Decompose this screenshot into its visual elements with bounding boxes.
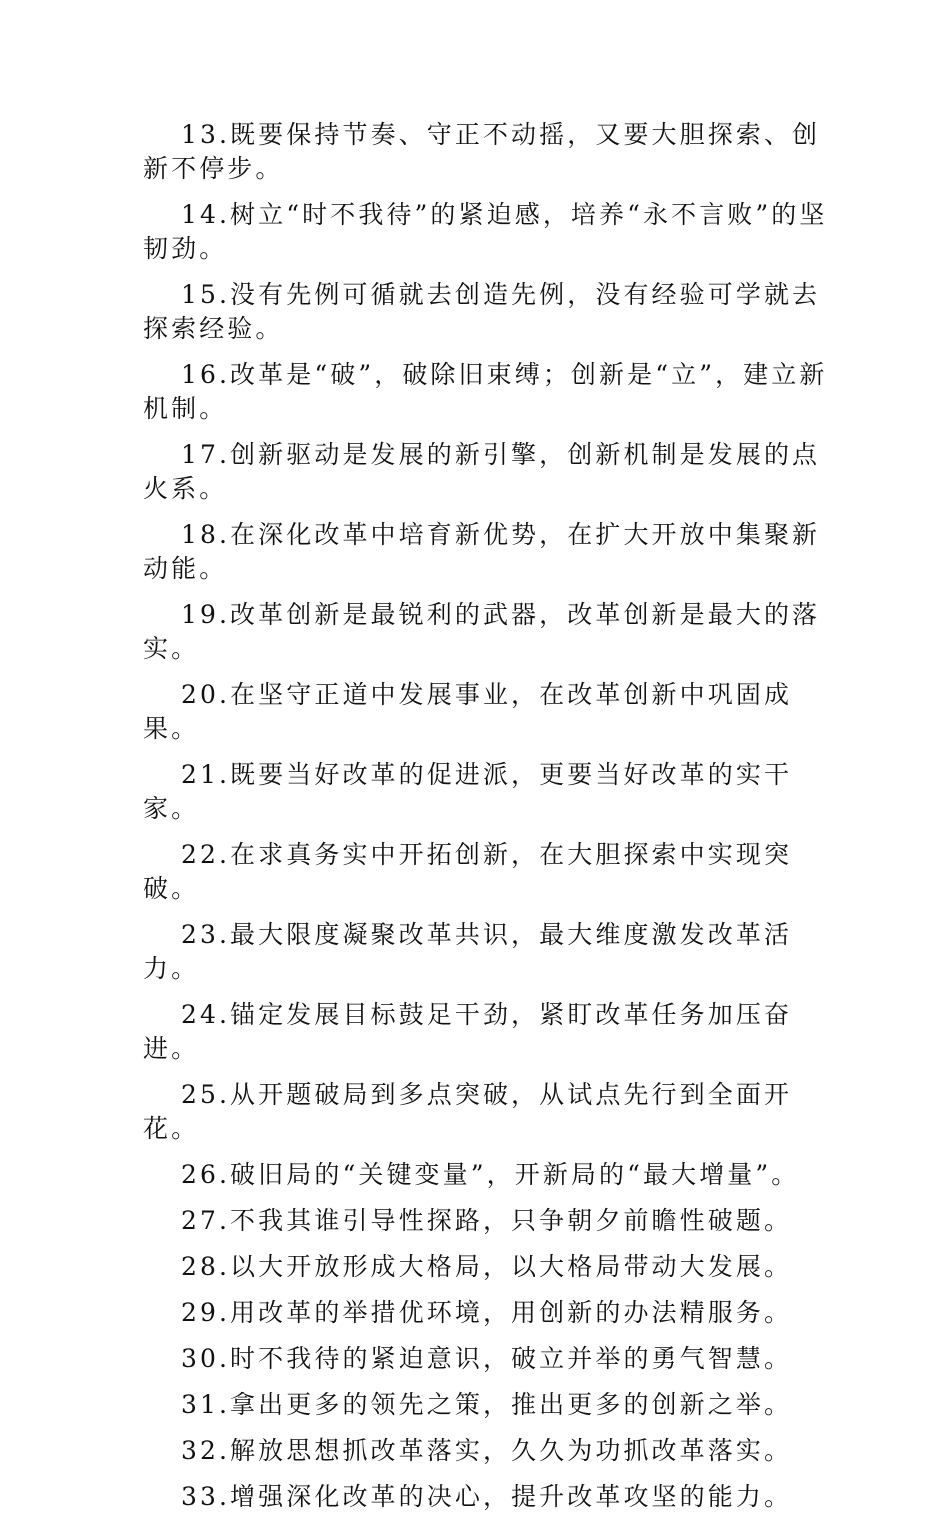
list-item: 23.最大限度凝聚改革共识，最大维度激发改革活力。 (143, 920, 793, 983)
list-item: 21.既要当好改革的促进派，更要当好改革的实干家。 (143, 760, 793, 823)
list-item: 24.锚定发展目标鼓足干劲，紧盯改革任务加压奋进。 (143, 1000, 793, 1063)
list-item: 19.改革创新是最锐利的武器，改革创新是最大的落实。 (143, 600, 821, 663)
list-item: 29.用改革的举措优环境，用创新的办法精服务。 (181, 1298, 793, 1327)
list-item: 15.没有先例可循就去创造先例，没有经验可学就去探索经验。 (143, 280, 821, 343)
list-item: 26.破旧局的“关键变量”，开新局的“最大增量”。 (181, 1160, 800, 1189)
list-item: 14.树立“时不我待”的紧迫感，培养“永不言败”的坚韧劲。 (143, 200, 828, 263)
list-item: 31.拿出更多的领先之策，推出更多的创新之举。 (181, 1390, 793, 1419)
list-item: 16.改革是“破”，破除旧束缚；创新是“立”，建立新机制。 (143, 360, 828, 423)
document-body (143, 118, 845, 1526)
list-item: 32.解放思想抓改革落实，久久为功抓改革落实。 (181, 1436, 793, 1465)
list-item: 27.不我其谁引导性探路，只争朝夕前瞻性破题。 (181, 1206, 793, 1235)
list-item: 28.以大开放形成大格局，以大格局带动大发展。 (181, 1252, 793, 1281)
list-item: 22.在求真务实中开拓创新，在大胆探索中实现突破。 (143, 840, 793, 903)
list-item: 17.创新驱动是发展的新引擎，创新机制是发展的点火系。 (143, 440, 821, 503)
list-item: 25.从开题破局到多点突破，从试点先行到全面开花。 (143, 1080, 793, 1143)
list-item: 20.在坚守正道中发展事业，在改革创新中巩固成果。 (143, 680, 793, 743)
list-item: 33.增强深化改革的决心，提升改革攻坚的能力。 (181, 1482, 793, 1511)
list-item: 30.时不我待的紧迫意识，破立并举的勇气智慧。 (181, 1344, 793, 1373)
list-item: 18.在深化改革中培育新优势，在扩大开放中集聚新动能。 (143, 520, 821, 583)
list-item: 13.既要保持节奏、守正不动摇，又要大胆探索、创新不停步。 (143, 120, 821, 183)
